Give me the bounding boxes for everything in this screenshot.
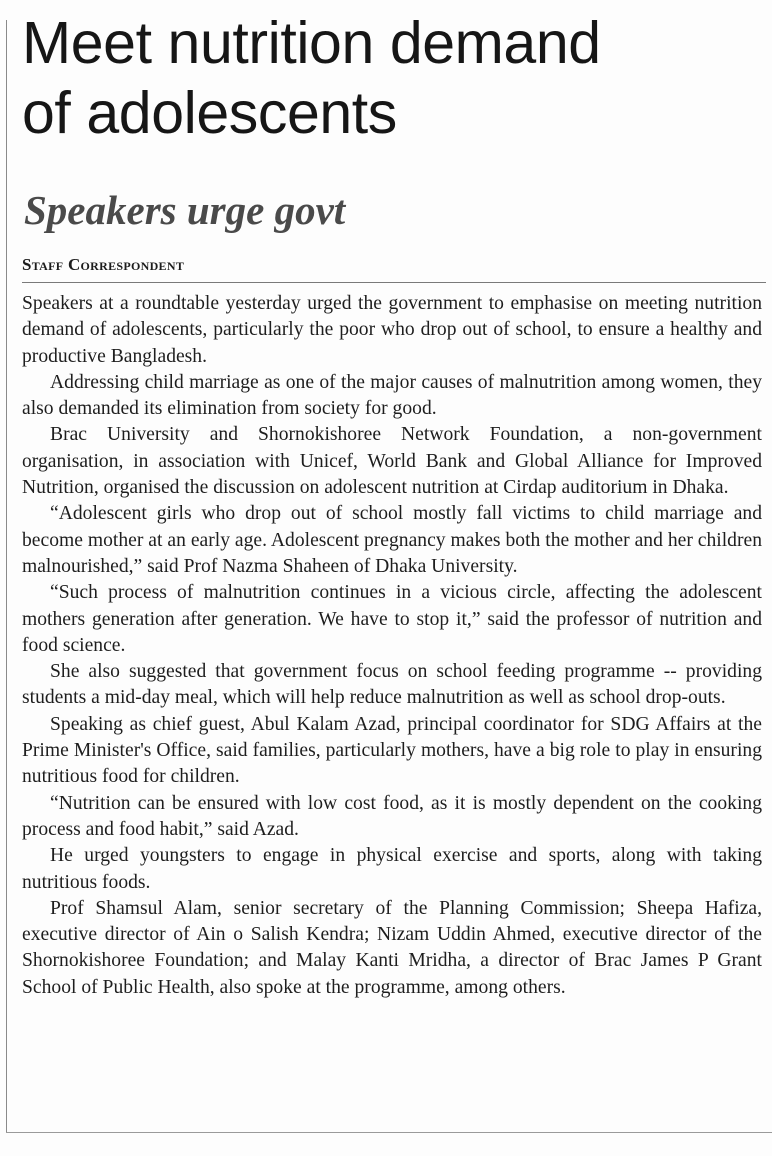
- paragraph-6: She also suggested that government focus on school feeding programme -- providing students a mid-day meal, which will help reduce malnutrition as well as school drop-outs.: [22, 661, 762, 709]
- byline: Staff Correspondent: [22, 255, 185, 274]
- column-rule-bottom: [6, 1132, 772, 1133]
- paragraph-9: He urged youngsters to engage in physical exercise and sports, along with taking nutritious foods.: [22, 845, 762, 893]
- paragraph-10: Prof Shamsul Alam, senior secretary of the Planning Commission; Sheepa Hafiza, executive director of Ain o Salish Kendra; Nizam Uddin Ahmed, executive director of the Shornokishoree Foundation; and Malay Kanti Mridha, a director of Brac James P Grant School of Public Health, also spoke at the programme, among others.: [22, 897, 762, 998]
- paragraph-7: Speaking as chief guest, Abul Kalam Azad, principal coordinator for SDG Affairs at the Prime Minister's Office, said families, particularly mothers, have a big role to play in ensuring nutritious food for children.: [22, 713, 762, 788]
- headline: [22, 8, 768, 148]
- headline-line-2: of adolescents: [22, 80, 397, 146]
- column-rule-left: [6, 20, 7, 1132]
- byline-divider: [22, 282, 766, 283]
- article-body: [22, 291, 762, 1001]
- paragraph-2: Addressing child marriage as one of the major causes of malnutrition among women, they also demanded its elimination from society for good.: [22, 371, 762, 420]
- headline-line-1: Meet nutrition demand: [22, 10, 601, 76]
- paragraph-8: “Nutrition can be ensured with low cost food, as it is mostly dependent on the cooking process and food habit,” said Azad.: [22, 792, 762, 840]
- paragraph-1: Speakers at a roundtable yesterday urged the government to emphasise on meeting nutrition demand of adolescents, particularly the poor who drop out of school, to ensure a healthy and productive Bangladesh.: [22, 293, 762, 367]
- kicker-subheadline: Speakers urge govt: [24, 187, 346, 233]
- paragraph-3: Brac University and Shornokishoree Network Foundation, a non-government organisation, in association with Unicef, World Bank and Global Alliance for Improved Nutrition, organised the discussion on adolescent nutrition at Cirdap auditorium in Dhaka.: [22, 424, 762, 499]
- paragraph-5: “Such process of malnutrition continues in a vicious circle, affecting the adolescent mothers generation after generation. We have to stop it,” said the professor of nutrition and food science.: [22, 582, 762, 656]
- paragraph-4: “Adolescent girls who drop out of school mostly fall victims to child marriage and become mother at an early age. Adolescent pregnancy makes both the mother and her children malnourished,” said Prof Nazma Shaheen of Dhaka University.: [22, 503, 762, 577]
